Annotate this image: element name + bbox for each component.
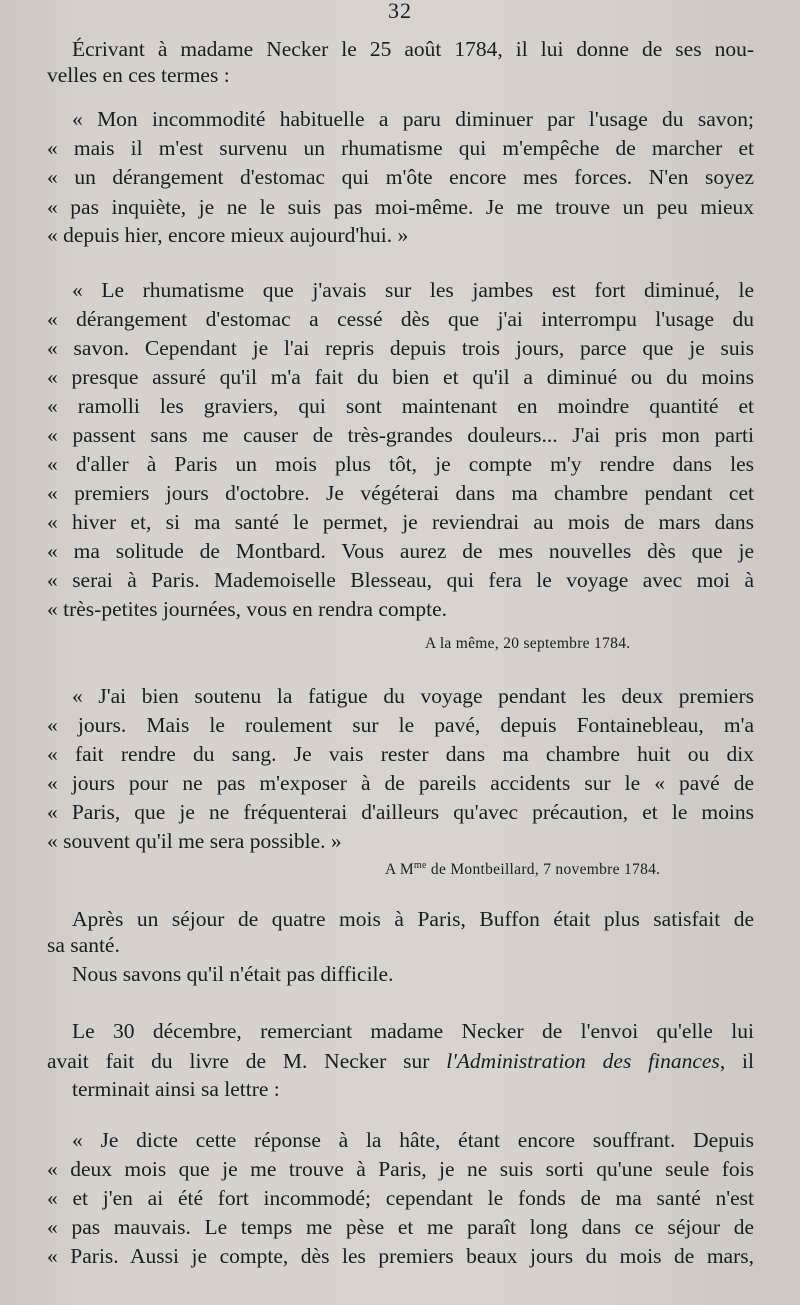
text-line: Nous savons qu'il n'était pas difficile. bbox=[72, 962, 394, 986]
text-line: « ma solitude de Montbard. Vous aurez de mes nouvelles dès que je bbox=[47, 539, 754, 563]
text-line: « d'aller à Paris un mois plus tôt, je compte m'y rendre dans les bbox=[47, 452, 754, 476]
text-line: « et j'en ai été fort incommodé; cependant le fonds de ma santé n'est bbox=[47, 1186, 754, 1210]
text-line: velles en ces termes : bbox=[47, 63, 230, 87]
text-line: Le 30 décembre, remerciant madame Necker de l'envoi qu'elle lui bbox=[72, 1019, 754, 1043]
text-line: terminait ainsi sa lettre : bbox=[72, 1077, 280, 1101]
text-line: « premiers jours d'octobre. Je végéterai dans ma chambre pendant cet bbox=[47, 481, 754, 505]
attribution-prefix: A M bbox=[385, 861, 414, 878]
text-line: « jours. Mais le roulement sur le pavé, depuis Fontainebleau, m'a bbox=[47, 713, 754, 737]
text-line-italic bbox=[47, 1048, 754, 1074]
attribution-sup: me bbox=[413, 859, 427, 871]
text-line: « presque assuré qu'il m'a fait du bien et qu'il a diminué ou du moins bbox=[47, 365, 754, 389]
text-line: « pas inquiète, je ne le suis pas moi-même. Je me trouve un peu mieux bbox=[47, 195, 754, 219]
text-line: « Le rhumatisme que j'avais sur les jambes est fort diminué, le bbox=[72, 278, 754, 302]
text-line: « deux mois que je me trouve à Paris, je ne suis sorti qu'une seule fois bbox=[47, 1157, 754, 1181]
attribution-date-2 bbox=[385, 860, 660, 880]
text-line: « jours pour ne pas m'exposer à de pareils accidents sur le « pavé de bbox=[47, 771, 754, 795]
line-segment: avait fait du livre de M. Necker sur bbox=[47, 1049, 447, 1073]
text-line: « très-petites journées, vous en rendra compte. bbox=[47, 597, 448, 621]
text-line: « savon. Cependant je l'ai repris depuis trois jours, parce que je suis bbox=[47, 336, 754, 360]
text-line: « Je dicte cette réponse à la hâte, étant encore souffrant. Depuis bbox=[72, 1128, 754, 1152]
page-number: 32 bbox=[388, 0, 412, 23]
text-line: « hiver et, si ma santé le permet, je reviendrai au mois de mars dans bbox=[47, 510, 754, 534]
attribution-rest: de Montbeillard, 7 novembre 1784. bbox=[426, 861, 661, 878]
book-title-italic: l'Administration des finances bbox=[446, 1049, 720, 1073]
text-line: « dérangement d'estomac a cessé dès que j'ai interrompu l'usage du bbox=[47, 307, 754, 331]
text-line: « Paris, que je ne fréquenterai d'ailleurs qu'avec précaution, et le moins bbox=[47, 800, 754, 824]
text-line: « un dérangement d'estomac qui m'ôte encore mes forces. N'en soyez bbox=[47, 165, 754, 189]
text-line: « pas mauvais. Le temps me pèse et me paraît long dans ce séjour de bbox=[47, 1215, 754, 1239]
text-line: sa santé. bbox=[47, 933, 120, 957]
text-line: « mais il m'est survenu un rhumatisme qui m'empêche de marcher et bbox=[47, 136, 754, 160]
text-line: « souvent qu'il me sera possible. » bbox=[47, 829, 342, 853]
text-line: « serai à Paris. Mademoiselle Blesseau, qui fera le voyage avec moi à bbox=[47, 568, 754, 592]
text-line: « fait rendre du sang. Je vais rester dans ma chambre huit ou dix bbox=[47, 742, 754, 766]
text-line: « Paris. Aussi je compte, dès les premiers beaux jours du mois de mars, bbox=[47, 1244, 754, 1268]
text-line: « passent sans me causer de très-grandes douleurs... J'ai pris mon parti bbox=[47, 423, 754, 447]
text-line: Après un séjour de quatre mois à Paris, Buffon était plus satisfait de bbox=[72, 907, 754, 931]
line-segment: , il bbox=[719, 1049, 754, 1073]
attribution-date-1: A la même, 20 septembre 1784. bbox=[425, 635, 631, 652]
text-line: Écrivant à madame Necker le 25 août 1784, il lui donne de ses nou- bbox=[72, 37, 754, 61]
text-line: « J'ai bien soutenu la fatigue du voyage pendant les deux premiers bbox=[72, 684, 754, 708]
text-line: « depuis hier, encore mieux aujourd'hui. » bbox=[47, 223, 409, 247]
text-line: « Mon incommodité habituelle a paru diminuer par l'usage du savon; bbox=[72, 107, 754, 131]
text-line: « ramolli les graviers, qui sont maintenant en moindre quantité et bbox=[47, 394, 754, 418]
